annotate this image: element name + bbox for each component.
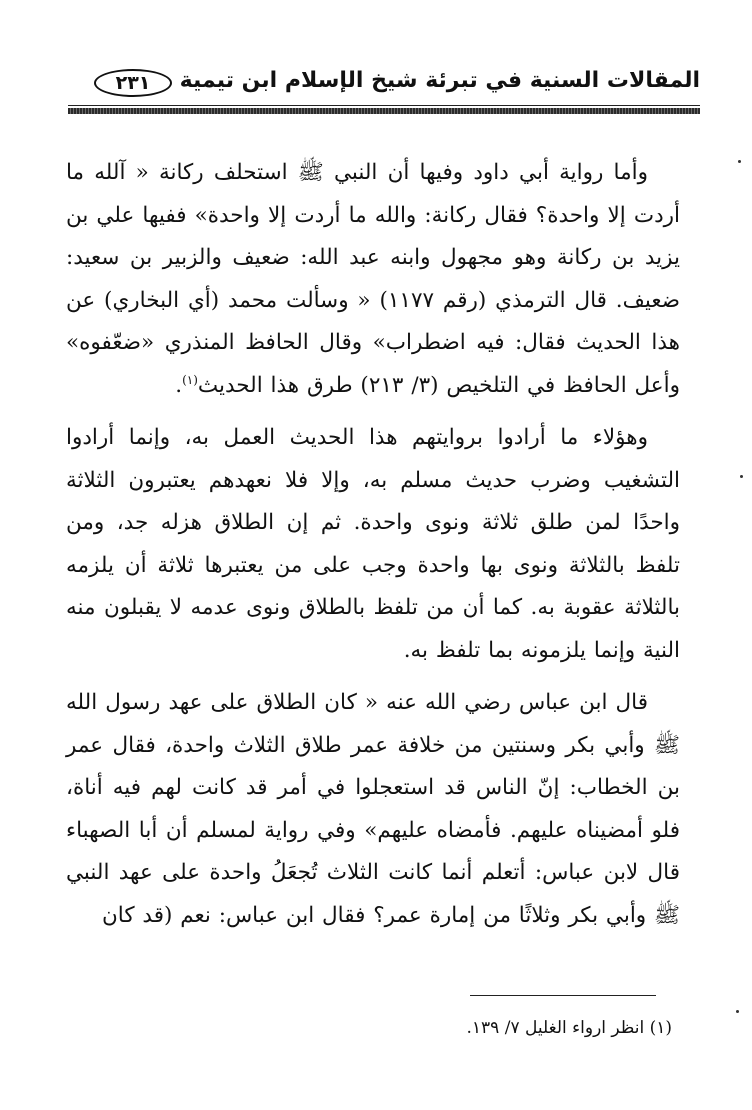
paragraph-1-text: وأما رواية أبي داود وفيها أن النبي ﷺ استحلف ركانة « آلله ما أردت إلا واحدة؟ فقال ركانة: والله ما أردت إلا واحدة» ففيها علي بن يزيد بن ركانة وهو مجهول وابنه عبد الله: ضعيف والزبير بن سعيد: ضعيف. قال الترمذي (رقم ١١٧٧) « وسألت محمد (أي البخاري) عن هذا الحديث فقال: فيه اضطراب» وقال الحافظ المنذري «ضعّفوه» وأعل الحافظ في التلخيص (٣/ ٢١٣) طرق هذا الحديث — [66, 160, 680, 398]
paragraph-3-text: قال ابن عباس رضي الله عنه « كان الطلاق على عهد رسول الله ﷺ وأبي بكر وسنتين من خلافة عمر طلاق الثلاث واحدة، فقال عمر بن الخطاب: إنّ الناس قد استعجلوا في أمر قد كانت لهم فيه أناة، فلو أمضيناه عليهم. فأمضاه عليهم» وفي رواية لمسلم أن أبا الصهباء قال لابن عباس: أتعلم أنما كانت الثلاث تُجعَلُ واحدة على عهد النبي ﷺ وأبي بكر وثلاثًا من إمارة عمر؟ فقال ابن عباس: نعم (قد كان — [66, 690, 680, 928]
margin-speck — [740, 475, 743, 478]
footnote-ref-1: (١) — [182, 372, 198, 387]
margin-speck — [736, 1010, 739, 1013]
paragraph-1 — [66, 152, 680, 407]
footnote: (١) انظر ارواء الغليل ٧/ ١٣٩. — [466, 1018, 672, 1038]
page-header — [68, 58, 700, 118]
main-text — [66, 152, 680, 937]
header-decorative-band — [68, 108, 700, 114]
header-rule — [68, 105, 700, 106]
page-number-badge — [94, 69, 172, 97]
running-title: المقالات السنية في تبرئة شيخ الإسلام ابن تيمية — [179, 68, 700, 93]
paragraph-2 — [66, 417, 680, 672]
footnote-divider — [470, 995, 656, 996]
paragraph-2-text: وهؤلاء ما أرادوا بروايتهم هذا الحديث العمل به، وإنما أرادوا التشغيب وضرب حديث مسلم به، وإلا فلا نعهدهم يعتبرون الثلاثة واحدًا لمن طلق ثلاثة ونوى واحدة. ثم إن الطلاق هزله جد، ومن تلفظ بالثلاثة ونوى بها واحدة وجب على من يعتبرها ثلاثة أن يلزمه بالثلاثة عقوبة به. كما أن من تلفظ بالطلاق ونوى عدمه لا يقبلون منه النية وإنما يلزمونه بما تلفظ به. — [66, 425, 680, 663]
paragraph-3 — [66, 682, 680, 937]
margin-speck — [738, 160, 741, 163]
page-number: ٢٣١ — [115, 71, 151, 94]
paragraph-1-tail: . — [175, 372, 183, 398]
